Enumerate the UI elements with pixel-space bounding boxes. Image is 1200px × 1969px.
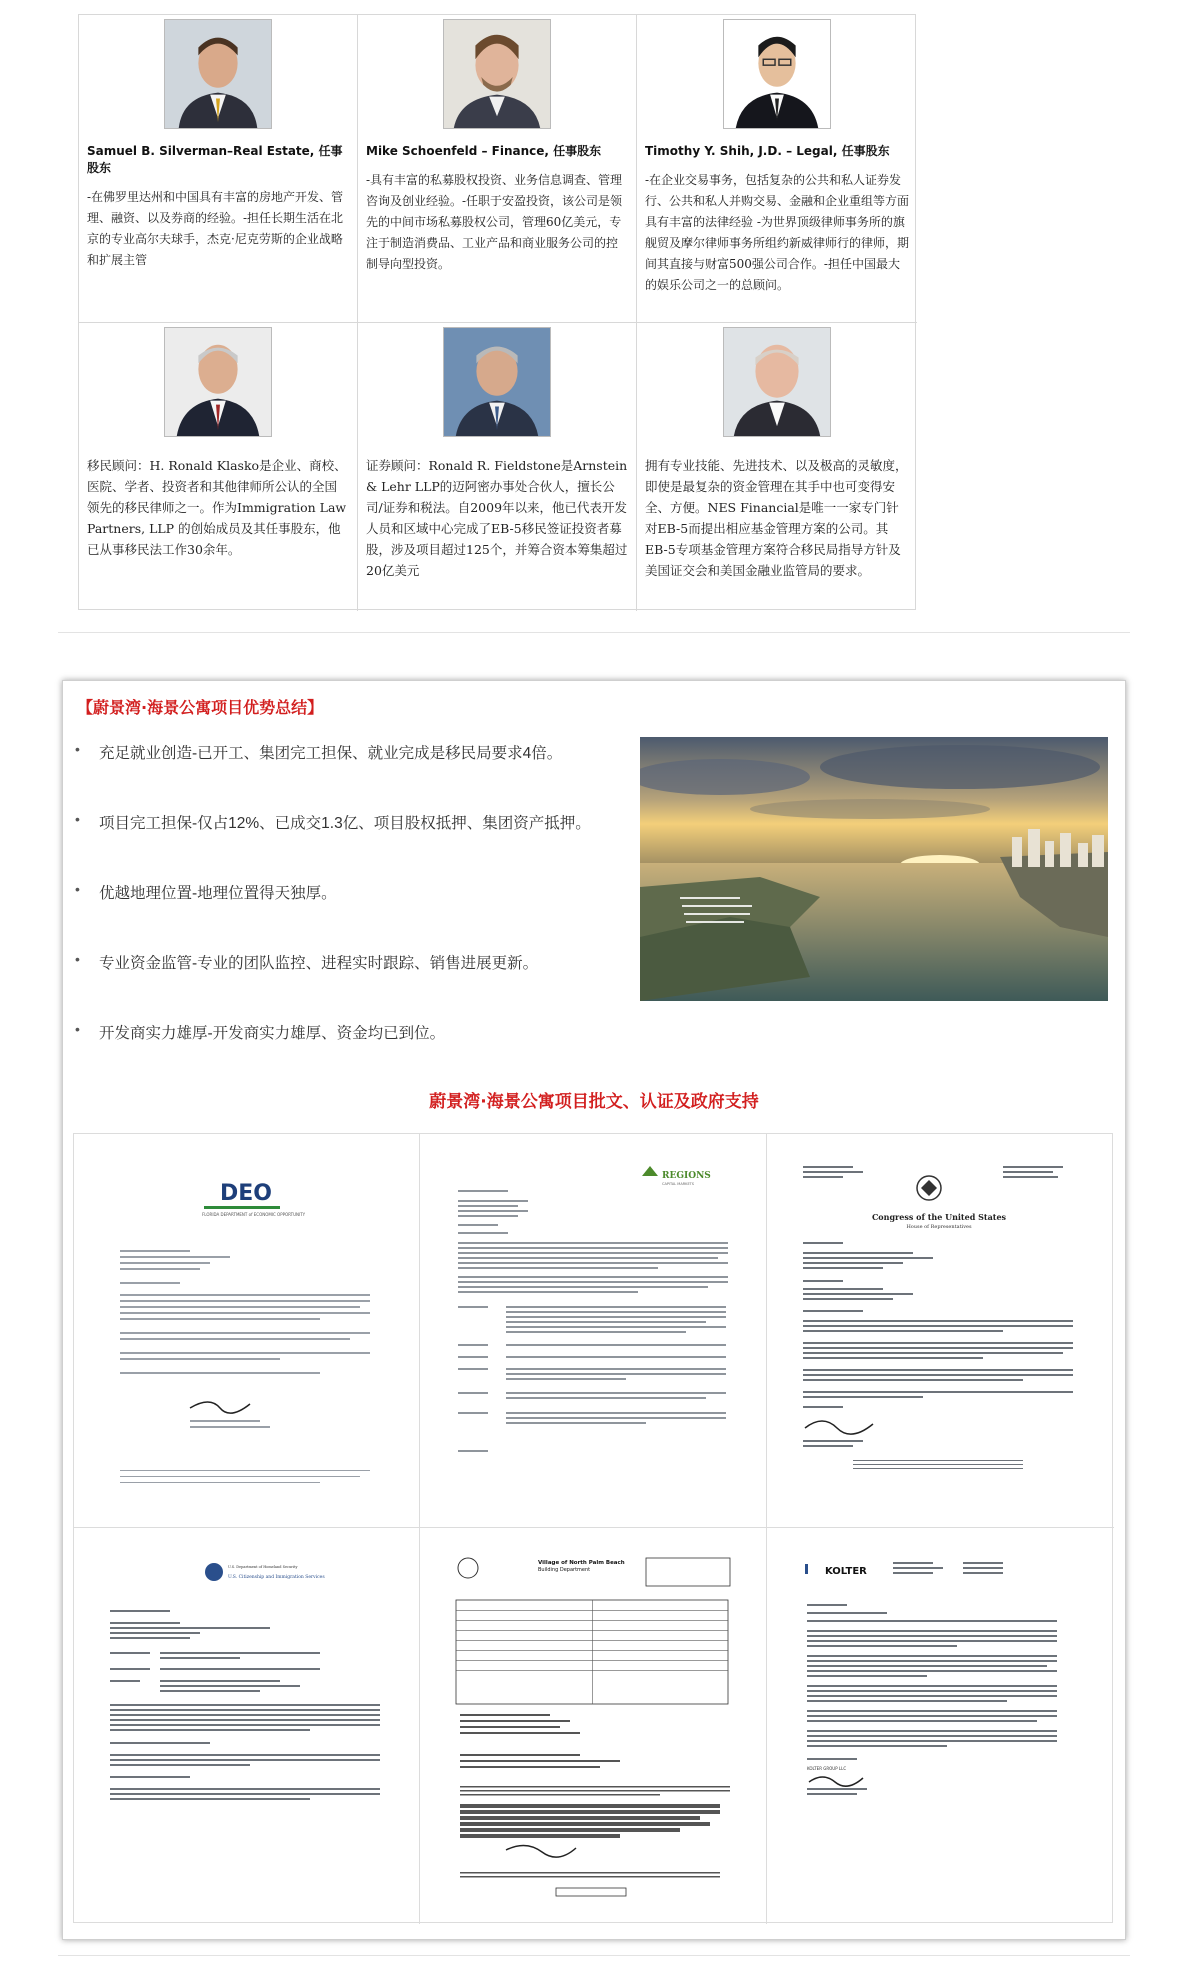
member-bio: 拥有专业技能、先进技术、以及极高的灵敏度，即使是最复杂的资金管理在其手中也可变得安全、方便。NES Financial是唯一一家专门针对EB-5而提出相应基金管理方案的公司。其EB-5专项基金管理方案符合移民局指导方针及美国证交会和美国金融业监管局的要求。	[645, 458, 908, 578]
advantage-list	[75, 741, 595, 1091]
list-item	[75, 951, 595, 1021]
harbor-aerial-photo	[640, 737, 1108, 1001]
list-item	[75, 881, 595, 951]
congress-letter-document	[793, 1160, 1085, 1508]
doc-logo: KOLTER	[825, 1566, 867, 1577]
doc-logo-subtitle: House of Representatives	[906, 1224, 972, 1230]
document-card	[74, 1134, 420, 1528]
regions-term-sheet-document	[446, 1160, 738, 1508]
doc-logo-subtitle: CAPITAL MARKETS	[662, 1182, 695, 1186]
portrait-photo	[443, 327, 551, 437]
bullet-icon: •	[75, 951, 80, 967]
team-member-card	[79, 323, 358, 611]
team-member-card	[637, 15, 917, 323]
building-permit-document	[446, 1554, 738, 1902]
list-item	[75, 741, 595, 811]
member-name: Samuel B. Silverman–Real Estate, 任事股东	[87, 144, 343, 175]
doc-logo-subtitle: Building Department	[538, 1567, 591, 1573]
document-card	[420, 1528, 767, 1924]
member-name: Mike Schoenfeld – Finance, 任事股东	[366, 144, 602, 158]
advantage-text: 优越地理位置-地理位置得天独厚。	[99, 885, 337, 902]
portrait-photo	[164, 327, 272, 437]
portrait-photo	[723, 327, 831, 437]
doc-logo: Village of North Palm Beach	[538, 1560, 625, 1566]
doc-logo: U.S. Citizenship and Immigration Services	[228, 1575, 325, 1580]
team-member-card	[637, 323, 917, 611]
team-member-card	[358, 323, 637, 611]
document-card	[420, 1134, 767, 1528]
team-member-card	[358, 15, 637, 323]
doc-logo: Congress of the United States	[871, 1212, 1007, 1222]
doc-logo: REGIONS	[662, 1171, 711, 1181]
doc-logo-subtitle: FLORIDA DEPARTMENT of ECONOMIC OPPORTUNITY	[202, 1212, 306, 1217]
advantage-text: 充足就业创造-已开工、集团完工担保、就业完成是移民局要求4倍。	[99, 745, 563, 762]
deo-letter-document	[100, 1160, 392, 1508]
list-item	[75, 1021, 595, 1091]
doc-company: KOLTER GROUP LLC	[807, 1766, 847, 1771]
section-divider	[58, 1955, 1130, 1956]
document-card	[767, 1528, 1114, 1924]
doc-logo-subtitle: U.S. Department of Homeland Security	[228, 1565, 298, 1569]
advantage-text: 开发商实力雄厚-开发商实力雄厚、资金均已到位。	[99, 1025, 446, 1042]
uscis-approval-document	[100, 1554, 392, 1902]
portrait-photo	[164, 19, 272, 129]
kolter-letter-document	[793, 1554, 1085, 1902]
project-heading: 【蔚景湾·海景公寓项目优势总结】	[77, 698, 324, 717]
bullet-icon: •	[75, 741, 80, 757]
advantage-text: 专业资金监管-专业的团队监控、进程实时跟踪、销售进展更新。	[99, 955, 539, 972]
document-card	[767, 1134, 1114, 1528]
doc-logo: DEO	[220, 1181, 272, 1206]
member-name: Timothy Y. Shih, J.D. – Legal, 任事股东	[645, 144, 890, 158]
portrait-photo	[723, 19, 831, 129]
project-panel	[62, 680, 1126, 1940]
list-item	[75, 811, 595, 881]
bullet-icon: •	[75, 881, 80, 897]
member-bio: -在佛罗里达州和中国具有丰富的房地产开发、管理、融资、以及券商的经验。-担任长期生活在北京的专业高尔夫球手，杰克·尼克劳斯的企业战略和扩展主管	[87, 190, 344, 267]
document-card	[74, 1528, 420, 1924]
bullet-icon: •	[75, 1021, 80, 1037]
bullet-icon: •	[75, 811, 80, 827]
member-bio: -在企业交易事务，包括复杂的公共和私人证券发行、公共和私人并购交易、金融和企业重组等方面具有丰富的法律经验 -为世界顶级律师事务所的旗舰贸及摩尔律师事务所组约新威律师行的律师，期间其直接与财富500强公司合作。-担任中国最大的娱乐公司之一的总顾问。	[645, 173, 910, 292]
documents-grid	[73, 1133, 1113, 1923]
member-bio: 移民顾问：H. Ronald Klasko是企业、商校、医院、学者、投资者和其他律师所公认的全国领先的移民律师之一。作为Immigration Law Partners, LLP 的创始成员及其任事股东，他已从事移民法工作30余年。	[87, 458, 347, 557]
section-divider	[58, 632, 1130, 633]
docs-section-title: 蔚景湾·海景公寓项目批文、认证及政府支持	[429, 1092, 759, 1112]
portrait-photo	[443, 19, 551, 129]
team-grid	[78, 14, 916, 610]
advantage-text: 项目完工担保-仅占12%、已成交1.3亿、项目股权抵押、集团资产抵押。	[99, 815, 591, 832]
member-bio: -具有丰富的私募股权投资、业务信息调查、管理咨询及创业经验。-任职于安盈投资，该公司是领先的中间市场私募股权公司，管理60亿美元，专注于制造消费品、工业产品和商业服务公司的控制导向型投资。	[366, 173, 623, 271]
member-bio: 证券顾问：Ronald R. Fieldstone是Arnstein & Lehr LLP的迈阿密办事处合伙人，擅长公司/证券和税法。自2009年以来，他已代表开发人员和区域中心完成了EB-5移民签证投资者募股，涉及项目超过125个，并筹合资本筹集超过20亿美元	[366, 458, 628, 578]
team-member-card	[79, 15, 358, 323]
